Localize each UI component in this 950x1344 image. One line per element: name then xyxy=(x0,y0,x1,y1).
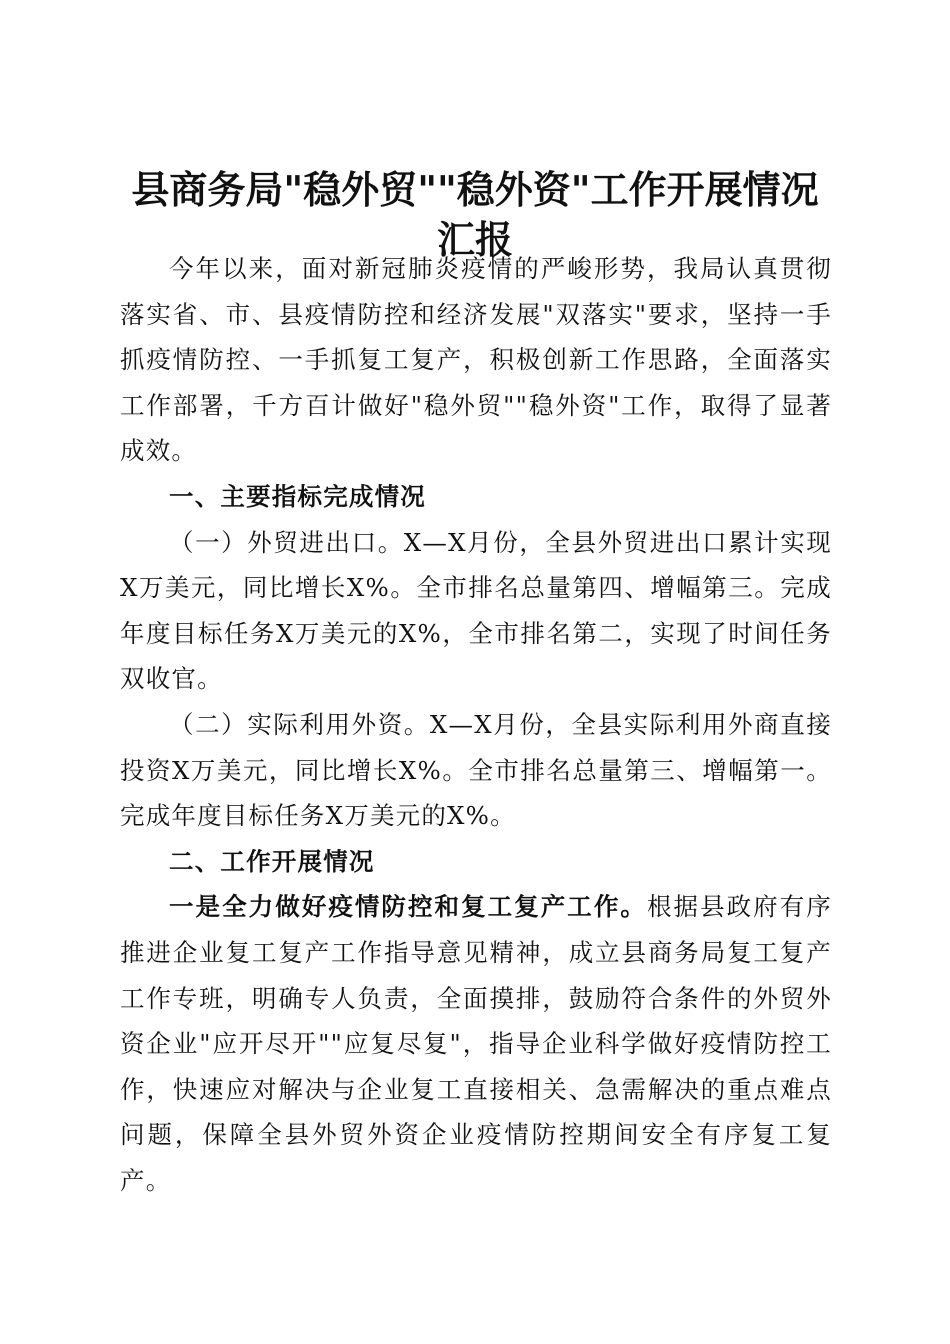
intro-paragraph: 今年以来，面对新冠肺炎疫情的严峻形势，我局认真贯彻落实省、市、县疫情防控和经济发展"双落实"要求，坚持一手抓疫情防控、一手抓复工复产，积极创新工作思路，全面落实工作部署，千方百计做好"稳外贸""稳外资"工作，取得了显著成效。 xyxy=(120,254,832,466)
document-body xyxy=(120,246,832,1203)
paragraph-foreign-investment: （二）实际利用外资。X—X月份，全县实际利用外商直接投资X万美元，同比增长X%。全市排名总量第三、增幅第一。完成年度目标任务X万美元的X%。 xyxy=(120,709,832,831)
paragraph-body-text: 根据县政府有序推进企业复工复产工作指导意见精神，成立县商务局复工复产工作专班，明确专人负责，全面摸排，鼓励符合条件的外贸外资企业"应开尽开""应复尽复"，指导企业科学做好疫情防控工作，快速应对解决与企业复工直接相关、急需解决的重点难点问题，保障全县外贸外资企业疫情防控期间安全有序复工复产。 xyxy=(120,892,832,1195)
section-heading-work: 二、工作开展情况 xyxy=(169,846,375,876)
paragraph-lead-text: 一是全力做好疫情防控和复工复产工作。 xyxy=(169,892,647,922)
page-title: 县商务局"稳外贸""稳外资"工作开展情况汇报 xyxy=(131,167,819,263)
paragraph-epidemic-control xyxy=(120,884,832,1203)
paragraph-foreign-trade: （一）外贸进出口。X—X月份，全县外贸进出口累计实现X万美元，同比增长X%。全市排名总量第四、增幅第三。完成年度目标任务X万美元的X%，全市排名第二，实现了时间任务双收官。 xyxy=(120,527,832,694)
section-heading-indicators: 一、主要指标完成情况 xyxy=(169,481,426,511)
